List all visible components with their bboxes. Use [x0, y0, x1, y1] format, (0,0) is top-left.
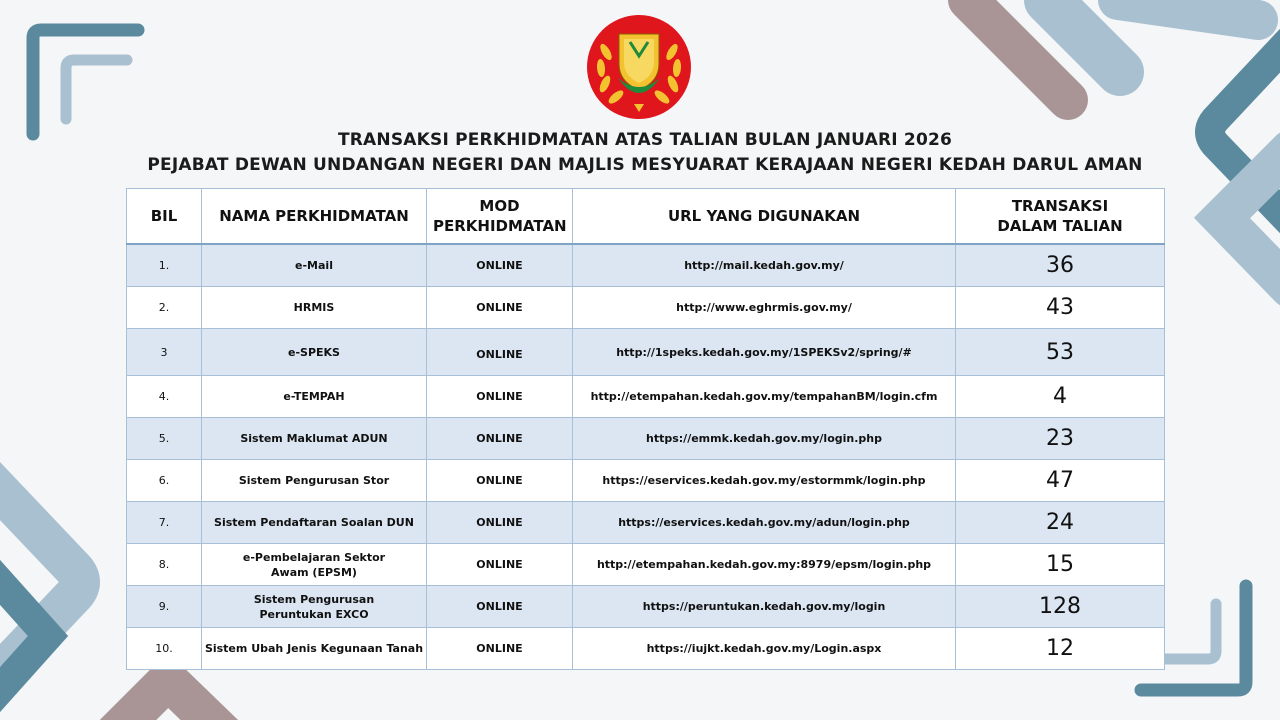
table-row: [127, 502, 1165, 544]
cell-nama: e-TEMPAH: [202, 376, 427, 418]
cell-transaksi: 53: [956, 329, 1165, 376]
cell-nama: HRMIS: [202, 287, 427, 329]
title-line-2: PEJABAT DEWAN UNDANGAN NEGERI DAN MAJLIS MESYUARAT KERAJAAN NEGERI KEDAH DARUL AMAN: [147, 155, 1143, 175]
corner-bracket-bottom-right-inner: [1156, 604, 1216, 659]
diagonal-band-top-right-3: [1118, 0, 1258, 20]
title-line-1: TRANSAKSI PERKHIDMATAN ATAS TALIAN BULAN JANUARI 2026: [337, 130, 953, 150]
diagonal-band-bottom-left-2: [0, 560, 48, 712]
table-row: [127, 244, 1165, 287]
cell-transaksi: 12: [956, 628, 1165, 670]
cell-mod: ONLINE: [427, 244, 573, 287]
table-row: [127, 586, 1165, 628]
cell-url: http://www.eghrmis.gov.my/: [573, 287, 956, 329]
cell-transaksi: 15: [956, 544, 1165, 586]
cell-url: http://mail.kedah.gov.my/: [573, 244, 956, 287]
table-row: [127, 418, 1165, 460]
cell-nama: Sistem Maklumat ADUN: [202, 418, 427, 460]
cell-bil: 3: [127, 329, 202, 376]
diagonal-band-bottom-left-1: [0, 470, 80, 694]
cell-bil: 1.: [127, 244, 202, 287]
corner-bracket-top-left-inner: [66, 60, 127, 119]
cell-transaksi: 43: [956, 287, 1165, 329]
transactions-table: [126, 188, 1165, 670]
cell-transaksi: 4: [956, 376, 1165, 418]
cell-nama: Sistem Ubah Jenis Kegunaan Tanah: [202, 628, 427, 670]
cell-url: http://etempahan.kedah.gov.my:8979/epsm/login.php: [573, 544, 956, 586]
cell-bil: 5.: [127, 418, 202, 460]
cell-mod: ONLINE: [427, 329, 573, 376]
cell-url: https://eservices.kedah.gov.my/estormmk/login.php: [573, 460, 956, 502]
table-header-row: [127, 189, 1165, 245]
kedah-emblem-icon: [586, 12, 692, 122]
cell-url: https://iujkt.kedah.gov.my/Login.aspx: [573, 628, 956, 670]
cell-transaksi: 36: [956, 244, 1165, 287]
table-row: [127, 460, 1165, 502]
cell-nama: Sistem Pengurusan Peruntukan EXCO: [202, 586, 427, 628]
cell-mod: ONLINE: [427, 502, 573, 544]
cell-bil: 9.: [127, 586, 202, 628]
table-row: [127, 329, 1165, 376]
cell-mod: ONLINE: [427, 418, 573, 460]
column-header-mod: MOD PERKHIDMATAN: [427, 189, 573, 245]
table-row: [127, 376, 1165, 418]
column-header-bil: BIL: [127, 189, 202, 245]
cell-nama: e-SPEKS: [202, 329, 427, 376]
cell-nama: e-Pembelajaran Sektor Awam (EPSM): [202, 544, 427, 586]
cell-bil: 6.: [127, 460, 202, 502]
table-row: [127, 544, 1165, 586]
diagonal-band-top-right-1: [968, 0, 1068, 100]
cell-bil: 2.: [127, 287, 202, 329]
cell-mod: ONLINE: [427, 287, 573, 329]
diagonal-band-bottom-left-3: [108, 680, 230, 720]
cell-transaksi: 23: [956, 418, 1165, 460]
corner-bracket-top-left: [33, 30, 138, 134]
cell-mod: ONLINE: [427, 628, 573, 670]
column-header-url: URL YANG DIGUNAKAN: [573, 189, 956, 245]
cell-transaksi: 47: [956, 460, 1165, 502]
cell-url: https://eservices.kedah.gov.my/adun/login.php: [573, 502, 956, 544]
column-header-nama: NAMA PERKHIDMATAN: [202, 189, 427, 245]
diagonal-band-top-right-2: [1048, 0, 1120, 72]
cell-url: http://1speks.kedah.gov.my/1SPEKSv2/spring/#: [573, 329, 956, 376]
cell-bil: 10.: [127, 628, 202, 670]
cell-nama: Sistem Pengurusan Stor: [202, 460, 427, 502]
cell-nama: e-Mail: [202, 244, 427, 287]
cell-transaksi: 24: [956, 502, 1165, 544]
cell-nama: Sistem Pendaftaran Soalan DUN: [202, 502, 427, 544]
table-row: [127, 287, 1165, 329]
cell-url: https://emmk.kedah.gov.my/login.php: [573, 418, 956, 460]
cell-url: http://etempahan.kedah.gov.my/tempahanBM/login.cfm: [573, 376, 956, 418]
column-header-transaksi: TRANSAKSI DALAM TALIAN: [956, 189, 1165, 245]
cell-mod: ONLINE: [427, 376, 573, 418]
page-header: [0, 128, 1280, 178]
cell-bil: 4.: [127, 376, 202, 418]
cell-bil: 8.: [127, 544, 202, 586]
cell-transaksi: 128: [956, 586, 1165, 628]
table-row: [127, 628, 1165, 670]
cell-mod: ONLINE: [427, 586, 573, 628]
cell-bil: 7.: [127, 502, 202, 544]
cell-mod: ONLINE: [427, 460, 573, 502]
cell-mod: ONLINE: [427, 544, 573, 586]
cell-url: https://peruntukan.kedah.gov.my/login: [573, 586, 956, 628]
